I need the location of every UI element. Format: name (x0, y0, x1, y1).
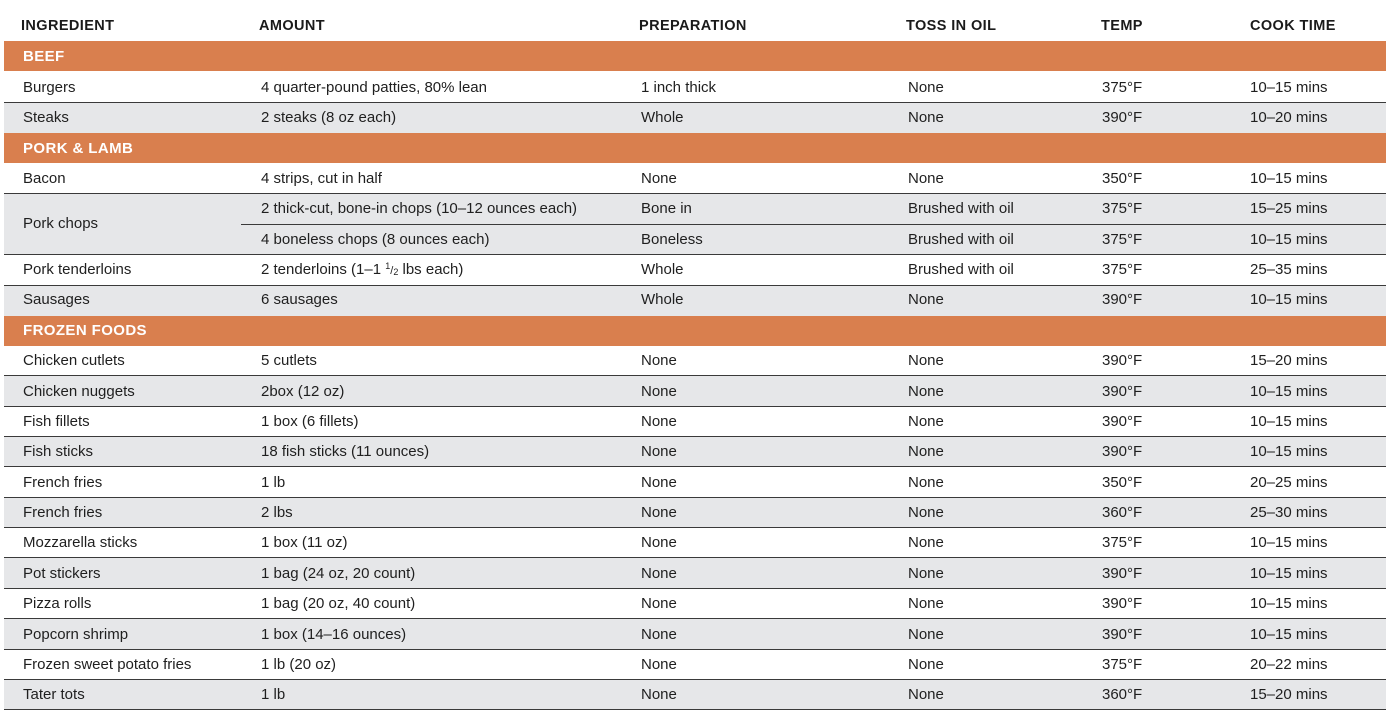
cell-cook-time: 10–20 mins (1250, 109, 1328, 126)
table-row (4, 407, 1386, 436)
category-band-beef (4, 41, 1386, 71)
cell-preparation: None (641, 474, 677, 491)
cell-toss: None (908, 413, 944, 430)
cell-cook-time: 20–25 mins (1250, 474, 1328, 491)
cell-preparation: Whole (641, 291, 684, 308)
cell-amount: 2 thick-cut, bone-in chops (10–12 ounces each) (261, 200, 578, 217)
cell-toss: None (908, 686, 944, 703)
cell-temp: 375°F (1102, 200, 1143, 217)
table-row (4, 528, 1386, 557)
cell-preparation: None (641, 656, 677, 673)
cell-temp: 390°F (1102, 383, 1143, 400)
cell-amount: 2 lbs (261, 504, 293, 521)
cell-ingredient: Fish sticks (23, 443, 94, 460)
cell-cook-time: 10–15 mins (1250, 626, 1328, 643)
cell-toss: None (908, 565, 944, 582)
category-band-frozen-foods (4, 316, 1386, 346)
cell-cook-time: 10–15 mins (1250, 534, 1328, 551)
table-header (4, 0, 1386, 41)
table-row (4, 558, 1386, 588)
cell-amount: 1 lb (261, 474, 286, 491)
cell-cook-time: 10–15 mins (1250, 170, 1328, 187)
cell-ingredient: Burgers (23, 79, 76, 96)
cell-ingredient: Pork chops (23, 215, 99, 232)
cell-temp: 390°F (1102, 109, 1143, 126)
cell-cook-time: 10–15 mins (1250, 413, 1328, 430)
cell-temp: 390°F (1102, 291, 1143, 308)
cell-temp: 360°F (1102, 504, 1143, 521)
cell-preparation: None (641, 352, 677, 369)
cell-cook-time: 15–20 mins (1250, 686, 1328, 703)
cell-amount: 1 bag (24 oz, 20 count) (261, 565, 416, 582)
cell-preparation: None (641, 595, 677, 612)
amount-text-end: lbs each) (398, 261, 464, 278)
cell-ingredient: Sausages (23, 291, 90, 308)
cell-amount: 1 box (6 fillets) (261, 413, 359, 430)
table-row (4, 467, 1386, 497)
header-cook-time: COOK TIME (1250, 18, 1336, 34)
fraction-numerator: 1 (385, 261, 391, 271)
cell-amount: 18 fish sticks (11 ounces) (261, 443, 430, 460)
table-row (4, 255, 1386, 285)
cell-temp: 360°F (1102, 686, 1143, 703)
cell-temp: 375°F (1102, 534, 1143, 551)
cell-ingredient: Mozzarella sticks (23, 534, 138, 551)
table-row (4, 680, 1386, 709)
cell-preparation: None (641, 443, 677, 460)
cell-ingredient: Pot stickers (23, 565, 101, 582)
cell-temp: 350°F (1102, 170, 1143, 187)
amount-text-start: 2 tenderloins (1–1 (261, 261, 386, 278)
category-title: BEEF (23, 48, 65, 65)
cell-amount: 1 lb (261, 686, 286, 703)
cell-toss: Brushed with oil (908, 200, 1014, 217)
row-divider (4, 709, 1386, 710)
cell-ingredient: Frozen sweet potato fries (23, 656, 192, 673)
cell-amount: 6 sausages (261, 291, 338, 308)
cell-temp: 390°F (1102, 626, 1143, 643)
cell-temp: 390°F (1102, 595, 1143, 612)
cell-temp: 390°F (1102, 352, 1143, 369)
cell-toss: None (908, 443, 944, 460)
cell-amount: 2 steaks (8 oz each) (261, 109, 397, 126)
table-row (4, 286, 1386, 316)
cell-temp: 375°F (1102, 656, 1143, 673)
cell-amount: 1 lb (20 oz) (261, 656, 337, 673)
table-row (4, 589, 1386, 618)
table-row (4, 498, 1386, 527)
cell-preparation: None (641, 504, 677, 521)
cell-preparation: None (641, 413, 677, 430)
cell-toss: None (908, 626, 944, 643)
cell-cook-time: 15–25 mins (1250, 200, 1328, 217)
cell-ingredient: Pork tenderloins (23, 261, 132, 278)
cell-toss: None (908, 504, 944, 521)
cell-cook-time: 10–15 mins (1250, 565, 1328, 582)
cell-toss: None (908, 474, 944, 491)
table-row (4, 72, 1386, 102)
header-temp: TEMP (1101, 18, 1143, 34)
cell-toss: None (908, 109, 944, 126)
cell-amount: 5 cutlets (261, 352, 317, 369)
cell-temp: 390°F (1102, 413, 1143, 430)
table-row (4, 163, 1386, 193)
cell-toss: None (908, 79, 944, 96)
category-title: FROZEN FOODS (23, 322, 147, 339)
cell-preparation: None (641, 170, 677, 187)
cell-preparation: Whole (641, 109, 684, 126)
fraction-denominator: 2 (393, 267, 399, 277)
cell-amount: 4 boneless chops (8 ounces each) (261, 231, 490, 248)
cell-preparation: Boneless (641, 231, 703, 248)
cell-toss: None (908, 291, 944, 308)
fraction: $^1/_2$ (385, 261, 399, 277)
cell-cook-time: 10–15 mins (1250, 291, 1328, 308)
header-ingredient: INGREDIENT (21, 18, 115, 34)
cell-toss: None (908, 595, 944, 612)
cell-cook-time: 10–15 mins (1250, 595, 1328, 612)
cell-toss: None (908, 170, 944, 187)
table-row (4, 650, 1386, 679)
cell-ingredient: Tater tots (23, 686, 85, 703)
cell-amount: 1 bag (20 oz, 40 count) (261, 595, 416, 612)
cell-temp: 375°F (1102, 231, 1143, 248)
header-toss-in-oil: TOSS IN OIL (906, 18, 997, 34)
cell-preparation: 1 inch thick (641, 79, 717, 96)
cell-cook-time: 10–15 mins (1250, 231, 1328, 248)
cell-temp: 375°F (1102, 261, 1143, 278)
cell-ingredient: Popcorn shrimp (23, 626, 129, 643)
cell-toss: Brushed with oil (908, 261, 1014, 278)
cell-cook-time: 20–22 mins (1250, 656, 1328, 673)
cell-amount (261, 261, 463, 278)
cell-temp: 375°F (1102, 79, 1143, 96)
cell-toss: None (908, 534, 944, 551)
cell-amount: 2box (12 oz) (261, 383, 345, 400)
table-row (4, 376, 1386, 406)
cell-preparation: None (641, 626, 677, 643)
category-band-pork-lamb (4, 133, 1386, 163)
cell-temp: 390°F (1102, 443, 1143, 460)
cell-cook-time: 10–15 mins (1250, 443, 1328, 460)
cell-ingredient: Steaks (23, 109, 69, 126)
cell-cook-time: 10–15 mins (1250, 79, 1328, 96)
cell-preparation: None (641, 565, 677, 582)
cell-cook-time: 25–35 mins (1250, 261, 1328, 278)
cell-preparation: None (641, 383, 677, 400)
cell-toss: None (908, 656, 944, 673)
cell-toss: None (908, 383, 944, 400)
cell-ingredient: French fries (23, 474, 103, 491)
header-amount: AMOUNT (259, 18, 326, 34)
header-preparation: PREPARATION (639, 18, 747, 34)
cell-ingredient: Pizza rolls (23, 595, 92, 612)
cell-temp: 350°F (1102, 474, 1143, 491)
cell-ingredient: Chicken nuggets (23, 383, 135, 400)
cell-preparation: None (641, 686, 677, 703)
table-row (4, 103, 1386, 133)
cell-amount: 1 box (11 oz) (261, 534, 348, 551)
category-title: PORK & LAMB (23, 140, 134, 157)
cell-cook-time: 10–15 mins (1250, 383, 1328, 400)
cell-toss: Brushed with oil (908, 231, 1014, 248)
cell-cook-time: 15–20 mins (1250, 352, 1328, 369)
cell-ingredient: Chicken cutlets (23, 352, 125, 369)
cell-amount: 4 strips, cut in half (261, 170, 382, 187)
table-row (4, 619, 1386, 649)
cell-amount: 1 box (14–16 ounces) (261, 626, 407, 643)
cell-ingredient: Bacon (23, 170, 66, 187)
cell-amount: 4 quarter-pound patties, 80% lean (261, 79, 487, 96)
cell-preparation: None (641, 534, 677, 551)
cell-ingredient: French fries (23, 504, 103, 521)
table-row (4, 437, 1386, 466)
table-row (4, 346, 1386, 375)
cell-ingredient: Fish fillets (23, 413, 90, 430)
cell-toss: None (908, 352, 944, 369)
cell-cook-time: 25–30 mins (1250, 504, 1328, 521)
cell-preparation: Bone in (641, 200, 692, 217)
cell-preparation: Whole (641, 261, 684, 278)
cell-temp: 390°F (1102, 565, 1143, 582)
row-divider (241, 224, 1386, 225)
